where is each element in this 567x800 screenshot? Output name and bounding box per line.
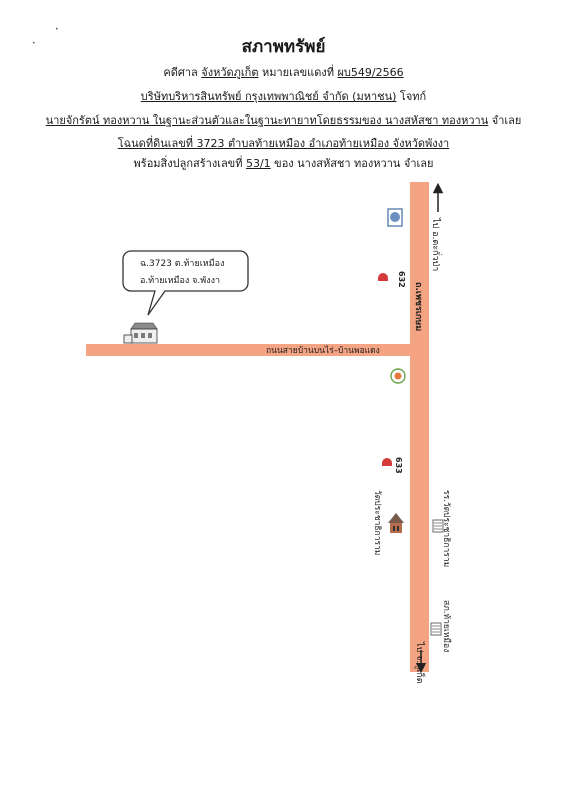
case-mid: หมายเลขแดงที่ (258, 66, 338, 79)
building-suffix: ของ นางสหัสชา ทองหวาน จำเลย (270, 157, 434, 170)
defendant-name: นายจักรัตน์ ทองหวาน ในฐานะส่วนตัวและในฐานะทายาทโดยธรรมของ นางสหัสชา ทองหวาน (45, 114, 489, 127)
temple-label: วัดประชาธิการาม (372, 490, 382, 556)
building-prefix: พร้อมสิ่งปลูกสร้างเลขที่ (133, 157, 246, 170)
deed-line: โฉนดที่ดินเลขที่ 3723 ตำบลท้ายเหมือง อำเภอท้ายเหมือง จังหวัดพังงา (117, 137, 450, 150)
court-name: จังหวัดภูเก็ต (201, 66, 259, 79)
house-number: 53/1 (245, 157, 271, 170)
police-icon (431, 623, 441, 635)
km-marker-icon (382, 458, 392, 468)
page-title: สภาพทรัพย์ (241, 37, 326, 57)
km-marker-icon (378, 273, 388, 283)
speck: • (55, 26, 59, 33)
plaintiff-suffix: โจทก์ (396, 90, 427, 103)
house-icon (124, 323, 157, 343)
main-road (410, 182, 429, 672)
callout-line-1: ฉ.3723 ต.ท้ายเหมือง (140, 259, 225, 269)
main-road-label: ถ.เพชรเกษม (413, 282, 423, 332)
temple-icon (388, 513, 404, 533)
case-prefix: คดีศาล (163, 66, 202, 79)
case-number: ผบ549/2566 (337, 66, 404, 79)
plaintiff-name: บริษัทบริหารสินทรัพย์ กรุงเทพพาณิชย์ จำกัด (มหาชน) (140, 90, 397, 103)
km-label-bottom: 633 (394, 457, 403, 474)
side-road-label: ถนนสายบ้านบนไร่–บ้านพอแดง (266, 346, 380, 356)
km-label-top: 632 (397, 271, 406, 288)
speck: • (32, 40, 36, 47)
north-label: ไป อ.ตะกั่วป่า (430, 218, 440, 272)
callout-line-2: อ.ท้ายเหมือง จ.พังงา (140, 276, 221, 286)
school-label: รร.วัดประชาธิการาม (441, 490, 451, 568)
south-label: ไป จ.ภูเก็ต (414, 642, 424, 684)
defendant-suffix: จำเลย (488, 114, 522, 127)
police-label: สภ.ท้ายเหมือง (441, 600, 451, 653)
gas-station-icon (391, 369, 405, 383)
landmark-icon (388, 209, 402, 226)
